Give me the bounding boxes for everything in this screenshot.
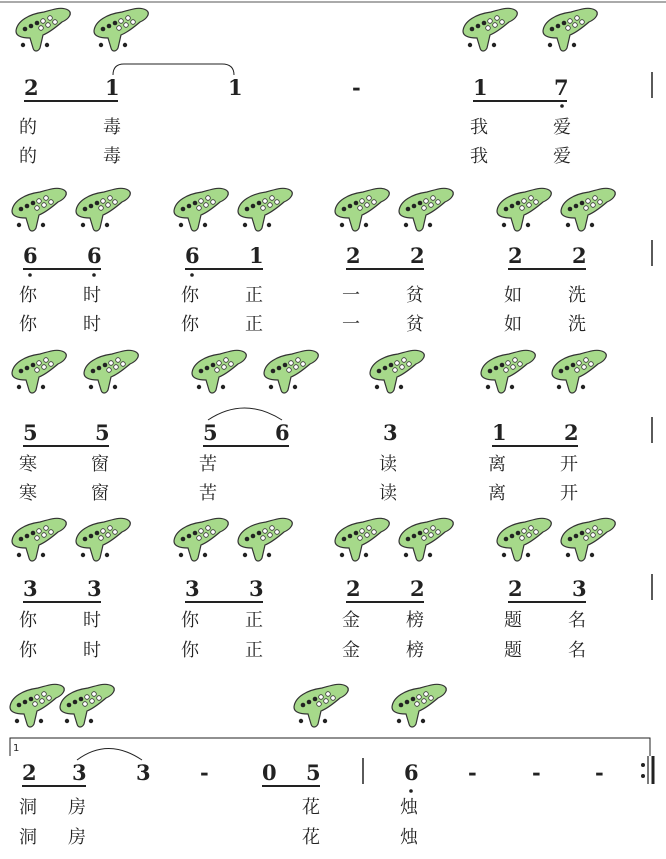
ocarina-fingering-icon bbox=[16, 8, 70, 51]
note: 5 bbox=[23, 420, 38, 445]
ocarina-fingering-icon bbox=[481, 350, 535, 393]
lyric: 金 bbox=[342, 640, 360, 661]
lyric: 金 bbox=[342, 610, 360, 631]
lyric: 时 bbox=[83, 285, 101, 306]
notes-row-1 bbox=[24, 75, 569, 100]
note: 1 bbox=[105, 75, 120, 100]
note: 3 bbox=[136, 760, 151, 785]
lyric: 正 bbox=[245, 610, 263, 631]
lyric: 题 bbox=[504, 640, 522, 661]
ocarina-fingering-icon bbox=[497, 188, 551, 231]
lyric: 毒 bbox=[103, 146, 121, 167]
lyric: 苦 bbox=[199, 454, 217, 475]
ocarina-fingering-icon bbox=[12, 518, 66, 561]
lyric: 烛 bbox=[400, 797, 418, 818]
lyric: 榜 bbox=[406, 610, 424, 631]
ocarina-fingering-icon bbox=[463, 8, 517, 51]
lyric: 开 bbox=[560, 483, 578, 504]
ocarina-fingering-icon bbox=[60, 684, 114, 727]
note: 5 bbox=[203, 420, 218, 445]
lyric: 正 bbox=[245, 640, 263, 661]
ocarina-fingering-icon bbox=[238, 188, 292, 231]
lyric: 如 bbox=[504, 314, 522, 335]
note: 5 bbox=[95, 420, 110, 445]
lyric: 开 bbox=[560, 454, 578, 475]
note: 6 bbox=[275, 420, 290, 445]
volta-bracket bbox=[10, 738, 650, 756]
lyric: 爱 bbox=[553, 146, 571, 167]
lyric: 一 bbox=[342, 314, 360, 335]
lyric: 榜 bbox=[406, 640, 424, 661]
lyric: 正 bbox=[245, 314, 263, 335]
slur bbox=[208, 408, 282, 420]
ocarina-fingering-icon bbox=[94, 8, 148, 51]
lyric: 的 bbox=[19, 146, 37, 167]
note: 5 bbox=[306, 760, 321, 785]
note: 3 bbox=[572, 576, 587, 601]
lyric: 苦 bbox=[199, 483, 217, 504]
ocarina-fingering-icon bbox=[12, 188, 66, 231]
lyric: 花 bbox=[302, 797, 320, 818]
note: 2 bbox=[24, 75, 39, 100]
ocarina-row-2 bbox=[12, 188, 615, 231]
note: 2 bbox=[508, 243, 523, 268]
ocarina-fingering-icon bbox=[399, 188, 453, 231]
lyric: 爱 bbox=[553, 117, 571, 138]
lyrics-row-5 bbox=[19, 797, 419, 848]
dash: - bbox=[532, 760, 541, 785]
lyrics-row-2 bbox=[19, 285, 586, 335]
lyric: 离 bbox=[488, 483, 506, 504]
note: 1 bbox=[249, 243, 264, 268]
dash: - bbox=[468, 760, 477, 785]
notes-row-4 bbox=[23, 576, 587, 601]
tie bbox=[113, 64, 234, 75]
note: 2 bbox=[572, 243, 587, 268]
ocarina-row-4 bbox=[12, 518, 615, 561]
lyric: 我 bbox=[470, 117, 488, 138]
ocarina-fingering-icon bbox=[392, 684, 446, 727]
lyric: 房 bbox=[68, 827, 86, 848]
lyric: 的 bbox=[19, 117, 37, 138]
dash: - bbox=[200, 760, 209, 785]
lyric: 窗 bbox=[91, 454, 109, 475]
lyric: 时 bbox=[83, 640, 101, 661]
lyric: 你 bbox=[181, 285, 199, 306]
notes-row-3 bbox=[23, 420, 579, 445]
note: 3 bbox=[72, 760, 87, 785]
note: 1 bbox=[473, 75, 488, 100]
lyric: 时 bbox=[83, 314, 101, 335]
lyric: 你 bbox=[19, 640, 37, 661]
lyric: 烛 bbox=[400, 827, 418, 848]
lyric: 一 bbox=[342, 285, 360, 306]
volta-label: 1 bbox=[13, 743, 20, 754]
ocarina-fingering-icon bbox=[399, 518, 453, 561]
ocarina-fingering-icon bbox=[238, 518, 292, 561]
ocarina-fingering-icon bbox=[552, 350, 606, 393]
lyric: 寒 bbox=[19, 483, 37, 504]
ocarina-fingering-icon bbox=[335, 518, 389, 561]
ocarina-fingering-icon bbox=[174, 518, 228, 561]
ocarina-row-1 bbox=[16, 8, 597, 51]
notes-row-2 bbox=[23, 243, 587, 268]
lyrics-row-1 bbox=[19, 117, 571, 167]
note: 6 bbox=[185, 243, 200, 268]
note: 3 bbox=[249, 576, 264, 601]
ocarina-fingering-icon bbox=[174, 188, 228, 231]
lyrics-row-3 bbox=[19, 454, 578, 504]
lyric: 题 bbox=[504, 610, 522, 631]
lyric: 我 bbox=[470, 146, 488, 167]
lyric: 你 bbox=[181, 640, 199, 661]
ocarina-fingering-icon bbox=[12, 350, 66, 393]
note: 2 bbox=[346, 576, 361, 601]
lyric: 名 bbox=[568, 610, 586, 631]
ocarina-fingering-icon bbox=[497, 518, 551, 561]
octave-dot bbox=[560, 104, 564, 108]
lyric: 贫 bbox=[406, 314, 424, 335]
lyric: 寒 bbox=[19, 454, 37, 475]
ocarina-fingering-icon bbox=[543, 8, 597, 51]
ocarina-fingering-icon bbox=[76, 188, 130, 231]
note: 2 bbox=[410, 576, 425, 601]
ocarina-fingering-icon bbox=[370, 350, 424, 393]
lyric: 你 bbox=[181, 314, 199, 335]
repeat-end-sign bbox=[641, 756, 653, 784]
lyric: 窗 bbox=[91, 483, 109, 504]
ocarina-fingering-icon bbox=[335, 188, 389, 231]
lyric: 你 bbox=[19, 314, 37, 335]
lyrics-row-4 bbox=[19, 610, 586, 661]
ocarina-fingering-icon bbox=[192, 350, 246, 393]
ocarina-fingering-icon bbox=[561, 188, 615, 231]
note: 6 bbox=[23, 243, 38, 268]
note: 3 bbox=[383, 420, 398, 445]
note: 1 bbox=[228, 75, 243, 100]
ocarina-fingering-icon bbox=[76, 518, 130, 561]
lyric: 洗 bbox=[568, 285, 586, 306]
ocarina-fingering-icon bbox=[10, 684, 64, 727]
note: 2 bbox=[564, 420, 579, 445]
lyric: 毒 bbox=[103, 117, 121, 138]
lyric: 离 bbox=[488, 454, 506, 475]
octave-dot bbox=[409, 789, 413, 793]
note: 2 bbox=[508, 576, 523, 601]
lyric: 洗 bbox=[568, 314, 586, 335]
lyric: 名 bbox=[568, 640, 586, 661]
ocarina-fingering-icon bbox=[561, 518, 615, 561]
lyric: 正 bbox=[245, 285, 263, 306]
dash: - bbox=[352, 75, 361, 100]
note: 2 bbox=[346, 243, 361, 268]
ocarina-row-3 bbox=[12, 350, 606, 393]
lyric: 洞 bbox=[19, 827, 37, 848]
note: 6 bbox=[404, 760, 419, 785]
ocarina-fingering-icon bbox=[84, 350, 138, 393]
note: 6 bbox=[87, 243, 102, 268]
lyric: 贫 bbox=[406, 285, 424, 306]
ocarina-row-5 bbox=[10, 684, 446, 727]
lyric: 花 bbox=[302, 827, 320, 848]
notes-row-5 bbox=[22, 760, 604, 785]
ocarina-fingering-icon bbox=[294, 684, 348, 727]
note: 2 bbox=[410, 243, 425, 268]
lyric: 你 bbox=[19, 285, 37, 306]
note: 2 bbox=[22, 760, 37, 785]
lyric: 你 bbox=[181, 610, 199, 631]
note: 3 bbox=[23, 576, 38, 601]
note: 7 bbox=[554, 75, 569, 100]
note: 1 bbox=[492, 420, 507, 445]
lyric: 洞 bbox=[19, 797, 37, 818]
note: 0 bbox=[262, 760, 277, 785]
lyric: 如 bbox=[504, 285, 522, 306]
tie bbox=[77, 749, 142, 761]
note: 3 bbox=[87, 576, 102, 601]
lyric: 你 bbox=[19, 610, 37, 631]
lyric: 读 bbox=[379, 483, 397, 504]
note: 3 bbox=[185, 576, 200, 601]
octave-dots-row-2 bbox=[28, 273, 194, 277]
lyric: 读 bbox=[379, 454, 397, 475]
lyric: 时 bbox=[83, 610, 101, 631]
lyric: 房 bbox=[68, 797, 86, 818]
dash: - bbox=[595, 760, 604, 785]
ocarina-fingering-icon bbox=[264, 350, 318, 393]
